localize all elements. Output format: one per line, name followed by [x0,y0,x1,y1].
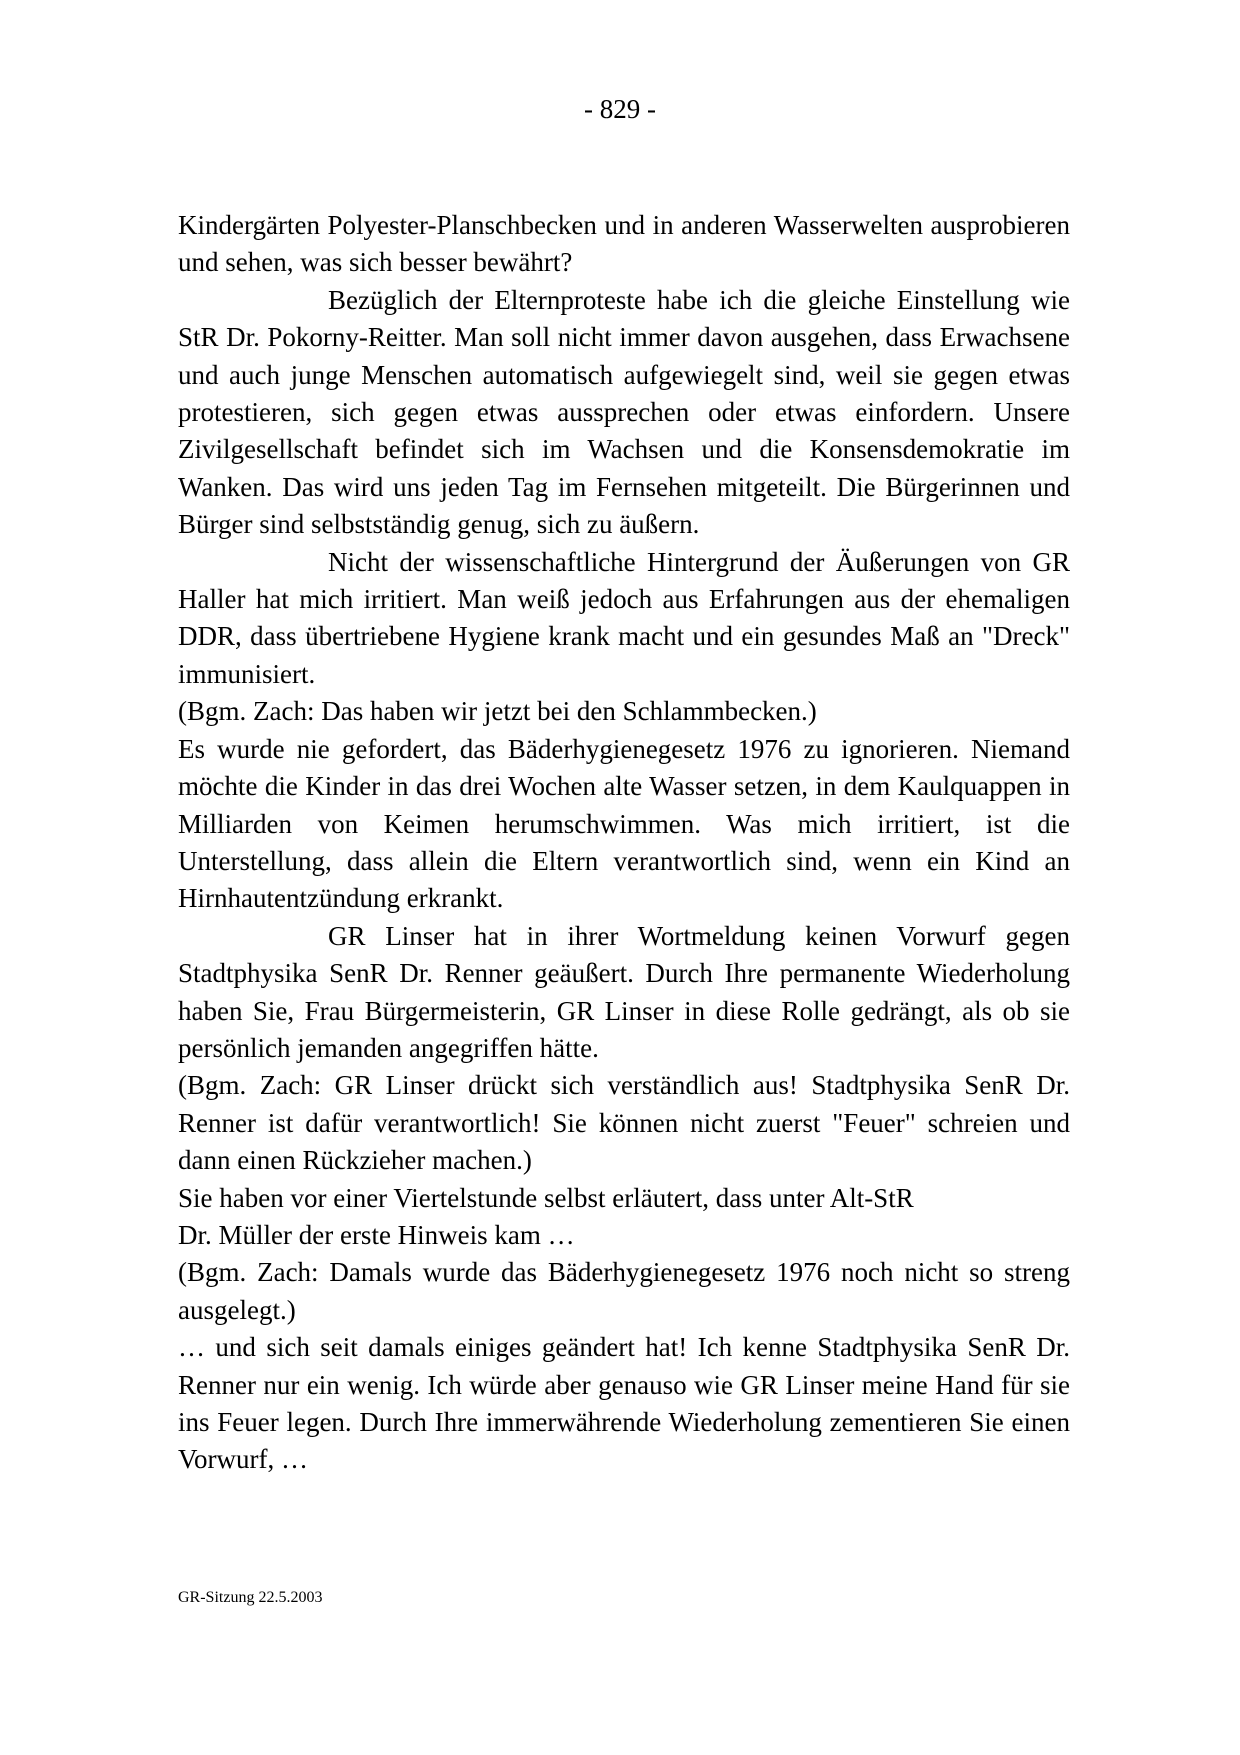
page-number: - 829 - [584,94,656,124]
paragraph-linser: GR Linser hat in ihrer Wortmeldung keinen Vorwurf gegen Stadtphysika SenR Dr. Renner geäußert. Durch Ihre permanente Wiederholung haben Sie, Frau Bürgermeisterin, GR Linser in diese Rolle gedrängt, als ob sie persönlich jemanden angegriffen hätte. [178,920,1070,1063]
paragraph-vorwurf: … und sich seit damals einiges geändert hat! Ich kenne Stadtphysika SenR Dr. Renner nur ein wenig. Ich würde aber genauso wie GR Linser meine Hand für sie ins Feuer legen. Durch Ihre immerwährende Wiederholung zementieren Sie einen Vorwurf, … [178,1332,1070,1475]
paragraph-elternproteste: Bezüglich der Elternproteste habe ich die gleiche Einstellung wie StR Dr. Pokorny-Reitter. Man soll nicht immer davon ausgehen, dass Erwachsene und auch junge Menschen automatisch aufgewiegelt sind, weil sie gegen etwas protestieren, sich gegen etwas aussprechen oder etwas einfordern. Unsere Zivilgesellschaft befindet sich im Wachsen und die Konsensdemokratie im Wanken. Das wird uns jeden Tag im Fernsehen mitgeteilt. Die Bürgerinnen und Bürger sind selbstständig genug, sich zu äußern. [178,284,1070,540]
paragraph-viertelstunde: Sie haben vor einer Viertelstunde selbst erläutert, dass unter Alt-StR [178,1182,914,1213]
paragraph-hygiene: Nicht der wissenschaftliche Hintergrund der Äußerungen von GR Haller hat mich irritiert. Man weiß jedoch aus Erfahrungen aus der ehemaligen DDR, dass übertriebene Hygiene krank macht und ein gesundes Maß an "Dreck" immunisiert. [178,546,1070,689]
paragraph-continuation: Kindergärten Polyester-Planschbecken und in anderen Wasserwelten ausprobieren und sehen, was sich besser bewährt? [178,210,1070,278]
interjection-feuer: (Bgm. Zach: GR Linser drückt sich verständlich aus! Stadtphysika SenR Dr. Renner ist dafür verantwortlich! Sie können nicht zuerst "Feuer" schreien und dann einen Rückzieher machen.) [178,1070,1070,1176]
interjection-schlammbecken: (Bgm. Zach: Das haben wir jetzt bei den Schlammbecken.) [178,696,817,727]
paragraph-baederhygienegesetz: Es wurde nie gefordert, das Bäderhygienegesetz 1976 zu ignorieren. Niemand möchte die Kinder in das drei Wochen alte Wasser setzen, in dem Kaulquappen in Milliarden von Keimen herumschwimmen. Was mich irritiert, ist die Unterstellung, dass allein die Eltern verantwortlich sind, wenn ein Kind an Hirnhautentzündung erkrankt. [178,733,1070,914]
paragraph-mueller: Dr. Müller der erste Hinweis kam … [178,1219,575,1250]
document-body [178,207,1070,1479]
interjection-damals: (Bgm. Zach: Damals wurde das Bäderhygienegesetz 1976 noch nicht so streng ausgelegt.) [178,1257,1070,1325]
footer-session-date: GR-Sitzung 22.5.2003 [178,1589,323,1606]
